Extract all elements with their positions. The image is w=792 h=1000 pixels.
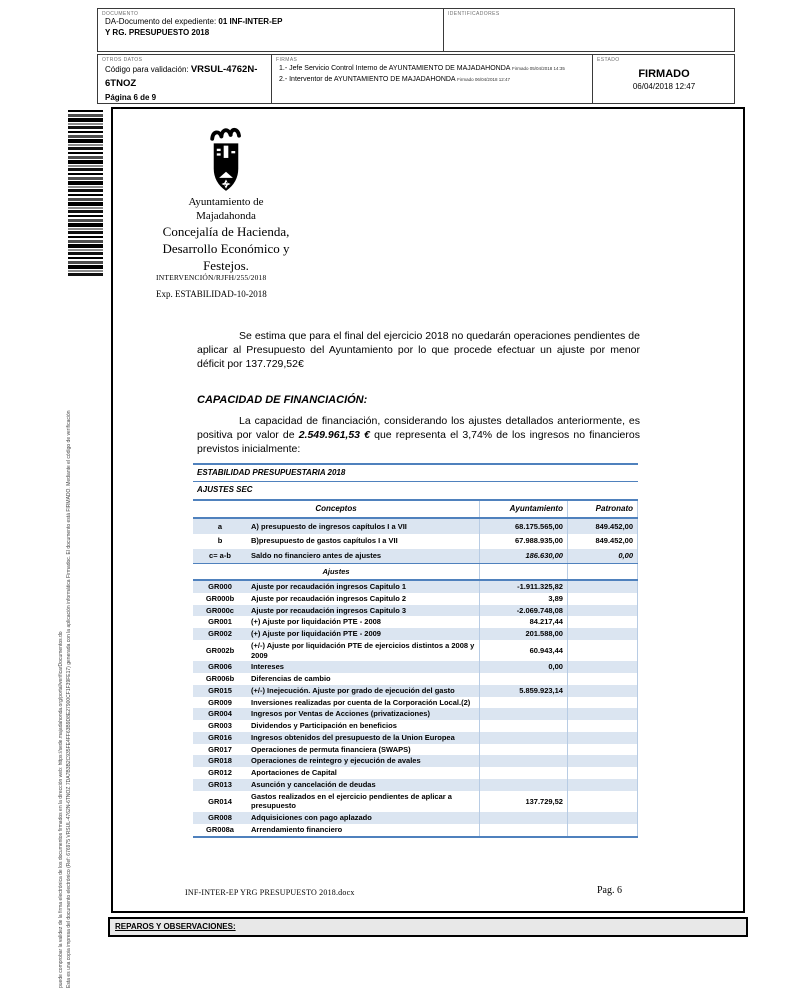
cell-concept: Ajuste por recaudación ingresos Capitulo 3 xyxy=(247,605,479,617)
cell-code: GR014 xyxy=(208,796,232,806)
cell-ayuntamiento: 68.175.565,00 xyxy=(479,518,567,534)
cell-ayuntamiento: 186.630,00 xyxy=(479,549,567,564)
disclaimer-line-1: Esta es una copia impresa del documento electrónico (Ref: 676975 VRSUL-4762N-6TNOZ 7DA7B3B2C935FE4FF63B9D8E27900CF1F39FE17) generada con la aplicación informática Firmadoc. El documento está FIRMADO. Mediante el código de verificación xyxy=(66,410,72,988)
cell-ayuntamiento xyxy=(479,812,567,824)
identificadores-label: IDENTIFICADORES xyxy=(448,11,500,17)
cell-patronato xyxy=(567,697,637,709)
firmas-cell xyxy=(271,55,592,103)
table-row xyxy=(193,518,638,534)
cell-ayuntamiento xyxy=(479,767,567,779)
cell-concept: (+/-) Inejecución. Ajuste por grado de ejecución del gasto xyxy=(247,685,479,697)
documento-value xyxy=(105,17,437,39)
estado-label: ESTADO xyxy=(597,57,620,63)
column-header-ayuntamiento: Ayuntamiento xyxy=(479,500,567,518)
cell-code: GR000b xyxy=(205,593,235,603)
cell-patronato xyxy=(567,661,637,673)
cell-patronato xyxy=(567,791,637,813)
org-name: Ayuntamiento de Majadahonda xyxy=(188,196,264,222)
cell-patronato xyxy=(567,779,637,791)
cell-ayuntamiento xyxy=(479,779,567,791)
firma-line-1: 1.- Jefe Servicio Control Interno de AYUNTAMIENTO DE MAJADAHONDA Firmado 05/04/2018 14:35 xyxy=(279,65,565,72)
cell-concept: Ajuste por recaudación ingresos Capitulo 2 xyxy=(251,593,407,603)
documento-cell xyxy=(98,9,443,51)
codigo-value: VRSUL-4762N-6TNOZ xyxy=(105,64,258,90)
coat-of-arms-icon xyxy=(203,124,249,198)
table-top-rows xyxy=(193,518,638,564)
cell-concept: Arrendamiento financiero xyxy=(247,824,479,837)
cell-code: GR013 xyxy=(193,779,247,791)
cell-ayuntamiento: 201.588,00 xyxy=(479,628,567,640)
cell-patronato xyxy=(567,628,637,640)
budget-table xyxy=(193,463,638,838)
table-row xyxy=(193,697,638,709)
cell-patronato xyxy=(567,720,637,732)
cell-ayuntamiento: 3,89 xyxy=(479,593,567,605)
cell-ayuntamiento: 137.729,52 xyxy=(479,791,567,813)
firma-line-2: 2.- Interventor de AYUNTAMIENTO DE MAJADAHONDA Firmado 06/04/2018 12:47 xyxy=(279,75,510,83)
cell-patronato: 849.452,00 xyxy=(567,518,637,534)
firma-2-fecha: Firmado 06/04/2018 12:47 xyxy=(457,76,510,82)
cell-ayuntamiento: -2.069.748,08 xyxy=(479,605,567,617)
firma-1-fecha: Firmado 05/04/2018 14:35 xyxy=(512,66,565,71)
cell-ayuntamiento xyxy=(479,708,567,720)
cell-concept: Gastos realizados en el ejercicio pendientes de aplicar a presupuesto xyxy=(251,791,452,811)
barcode xyxy=(68,110,103,278)
table-row xyxy=(193,779,638,791)
cell-concept: Diferencias de cambio xyxy=(251,674,331,684)
cell-code: GR002b xyxy=(205,645,235,655)
cell-patronato xyxy=(567,605,637,617)
cell-patronato xyxy=(567,593,637,605)
cell-concept: (+) Ajuste por liquidación PTE - 2009 xyxy=(247,628,479,640)
otros-datos-label: OTROS DATOS xyxy=(102,57,143,63)
footer-page-number: Pag. 6 xyxy=(597,885,622,896)
department-name: Concejalía de Hacienda, Desarrollo Económico y Festejos. xyxy=(162,224,290,273)
table-row xyxy=(193,755,638,767)
table-row xyxy=(193,580,638,593)
cell-patronato xyxy=(567,732,637,744)
table-main-rows xyxy=(193,580,638,837)
cell-patronato xyxy=(567,824,637,837)
cell-code: GR015 xyxy=(193,685,247,697)
cell-patronato xyxy=(567,580,637,593)
ajustes-section-label: Ajustes xyxy=(193,564,479,580)
intervencion-reference: INTERVENCIÓN/RJFH/255/2018 xyxy=(156,273,267,282)
table-row xyxy=(193,593,638,605)
table-header-row xyxy=(193,500,638,518)
table-row xyxy=(193,661,638,673)
cell-ayuntamiento xyxy=(479,697,567,709)
cell-code: GR004 xyxy=(193,708,247,720)
expediente-reference: Exp. ESTABILIDAD-10-2018 xyxy=(156,289,267,299)
documento-prefix: DA-Documento del expediente: xyxy=(105,17,219,26)
cell-code: GR008 xyxy=(193,812,247,824)
table-row xyxy=(193,640,638,662)
header-row-1 xyxy=(97,8,735,52)
cell-ayuntamiento xyxy=(479,732,567,744)
estado-cell xyxy=(592,55,734,103)
cell-code: GR002 xyxy=(193,628,247,640)
cell-patronato xyxy=(567,616,637,628)
table-row xyxy=(193,549,638,564)
table-row xyxy=(193,605,638,617)
cell-ayuntamiento xyxy=(479,744,567,756)
cell-code: GR001 xyxy=(208,617,232,627)
paragraph-estimacion: Se estima que para el final del ejercicio 2018 no quedarán operaciones pendientes de aplicar al Presupuesto del Ayuntamiento por lo que procede efectuar un ajuste por menor déficit por 137.729,52€ xyxy=(197,330,640,371)
capacidad-valor: 2.549.961,53 € xyxy=(298,429,370,442)
documento-name: 01 INF-INTER-EP xyxy=(218,17,283,26)
cell-patronato xyxy=(567,812,637,824)
cell-ayuntamiento: 0,00 xyxy=(479,661,567,673)
cell-concept: A) presupuesto de ingresos capítulos I a VII xyxy=(247,518,479,534)
cell-concept: Asunción y cancelación de deudas xyxy=(247,779,479,791)
cell-code: GR016 xyxy=(193,732,247,744)
table-row xyxy=(193,767,638,779)
table-row xyxy=(193,685,638,697)
table-row xyxy=(193,824,638,837)
table-row xyxy=(193,732,638,744)
cell-code: GR000 xyxy=(193,580,247,593)
header-row-2 xyxy=(97,54,735,104)
cell-code: GR009 xyxy=(208,697,232,707)
table-row xyxy=(193,744,638,756)
pagina-info: Página 6 de 9 xyxy=(105,92,157,102)
cell-ayuntamiento xyxy=(479,755,567,767)
cell-concept: Saldo no financiero antes de ajustes xyxy=(247,549,479,564)
cell-code: a xyxy=(193,518,247,534)
table-row xyxy=(193,708,638,720)
cell-ayuntamiento xyxy=(479,720,567,732)
cell-patronato xyxy=(567,673,637,685)
table-row xyxy=(193,791,638,813)
cell-concept: Inversiones realizadas por cuenta de la Corporación Local.(2) xyxy=(251,697,471,707)
cell-concept: Operaciones de permuta financiera (SWAPS) xyxy=(251,744,411,754)
cell-ayuntamiento: -1.911.325,82 xyxy=(479,580,567,593)
table-row xyxy=(193,534,638,549)
documento-label: DOCUMENTO xyxy=(102,11,139,17)
cell-concept: Operaciones de reintegro y ejecución de avales xyxy=(247,755,479,767)
cell-ayuntamiento: 60.943,44 xyxy=(479,640,567,662)
cell-code: GR006b xyxy=(205,674,235,684)
cell-ayuntamiento xyxy=(479,673,567,685)
table-row xyxy=(193,628,638,640)
cell-patronato xyxy=(567,744,637,756)
table-row xyxy=(193,616,638,628)
cell-ayuntamiento: 5.859.923,14 xyxy=(479,685,567,697)
table-row xyxy=(193,673,638,685)
cell-concept: Ajuste por recaudación ingresos Capitulo 1 xyxy=(247,580,479,593)
cell-concept: B)presupuesto de gastos capítulos I a VII xyxy=(251,536,398,546)
cell-code: GR012 xyxy=(208,768,232,778)
estado-badge: FIRMADO xyxy=(638,68,690,80)
otros-datos-cell xyxy=(98,55,271,103)
cell-code: c= a-b xyxy=(193,549,247,564)
table-title: ESTABILIDAD PRESUPUESTARIA 2018 xyxy=(193,464,638,482)
table-title-row xyxy=(193,464,638,482)
codigo-validacion: Código para validación: VRSUL-4762N-6TNOZ xyxy=(105,64,258,90)
cell-concept: Ingresos obtenidos del presupuesto de la Union Europea xyxy=(247,732,479,744)
cell-concept: Dividendos y Participación en beneficios xyxy=(251,721,397,731)
cell-code: GR008a xyxy=(193,824,247,837)
cell-concept: Intereses xyxy=(247,661,479,673)
cell-ayuntamiento xyxy=(479,824,567,837)
verification-disclaimer xyxy=(57,270,73,988)
table-row xyxy=(193,720,638,732)
column-header-patronato: Patronato xyxy=(567,500,637,518)
reparos-bar xyxy=(108,917,748,937)
footer-filename: INF-INTER-EP YRG PRESUPUESTO 2018.docx xyxy=(185,888,355,897)
cell-code: GR003 xyxy=(208,721,232,731)
firmas-label: FIRMAS xyxy=(276,57,298,63)
cell-code: GR018 xyxy=(193,755,247,767)
table-subtitle: AJUSTES SEC xyxy=(193,482,638,500)
reparos-label: REPAROS Y OBSERVACIONES: xyxy=(115,922,236,931)
cell-concept: (+/-) Ajuste por liquidación PTE de ejercicios distintos a 2008 y 2009 xyxy=(251,640,475,660)
cell-patronato: 0,00 xyxy=(567,549,637,564)
cell-patronato xyxy=(567,685,637,697)
documento-name-line2: Y RG. PRESUPUESTO 2018 xyxy=(105,27,210,37)
cell-patronato xyxy=(567,640,637,662)
ajustes-section-row xyxy=(193,564,638,580)
cell-patronato xyxy=(567,767,637,779)
table-row xyxy=(193,812,638,824)
estado-fecha: 06/04/2018 12:47 xyxy=(632,82,696,91)
column-header-conceptos: Conceptos xyxy=(193,500,479,518)
identificadores-cell xyxy=(443,9,734,51)
cell-code: b xyxy=(217,536,223,546)
cell-concept: (+) Ajuste por liquidación PTE - 2008 xyxy=(251,617,381,627)
cell-code: GR006 xyxy=(193,661,247,673)
section-heading: CAPACIDAD DE FINANCIACIÓN: xyxy=(197,394,368,406)
disclaimer-line-2: puede comprobar la validez de la firma electrónica de los documentos firmados en la dirección web: https://sede.majadahonda.org/portal/verificarDocumentos.do xyxy=(58,631,64,988)
cell-ayuntamiento: 67.988.935,00 xyxy=(479,534,567,549)
cell-concept: Aportaciones de Capital xyxy=(251,768,337,778)
cell-patronato xyxy=(567,708,637,720)
cell-ayuntamiento: 84.217,44 xyxy=(479,616,567,628)
cell-patronato: 849.452,00 xyxy=(567,534,637,549)
cell-code: GR017 xyxy=(208,744,232,754)
cell-code: GR000c xyxy=(193,605,247,617)
paragraph-capacidad: La capacidad de financiación, considerando los ajustes detallados anteriormente, es positiva por valor de 2.549.961,53 € que representa el 3,74% de los ingresos no financieros previstos inicialmente: xyxy=(197,415,640,456)
cell-concept: Ingresos por Ventas de Acciones (privatizaciones) xyxy=(247,708,479,720)
cell-patronato xyxy=(567,755,637,767)
table-subtitle-row xyxy=(193,482,638,500)
document-header xyxy=(97,8,735,104)
cell-concept: Adquisiciones con pago aplazado xyxy=(247,812,479,824)
